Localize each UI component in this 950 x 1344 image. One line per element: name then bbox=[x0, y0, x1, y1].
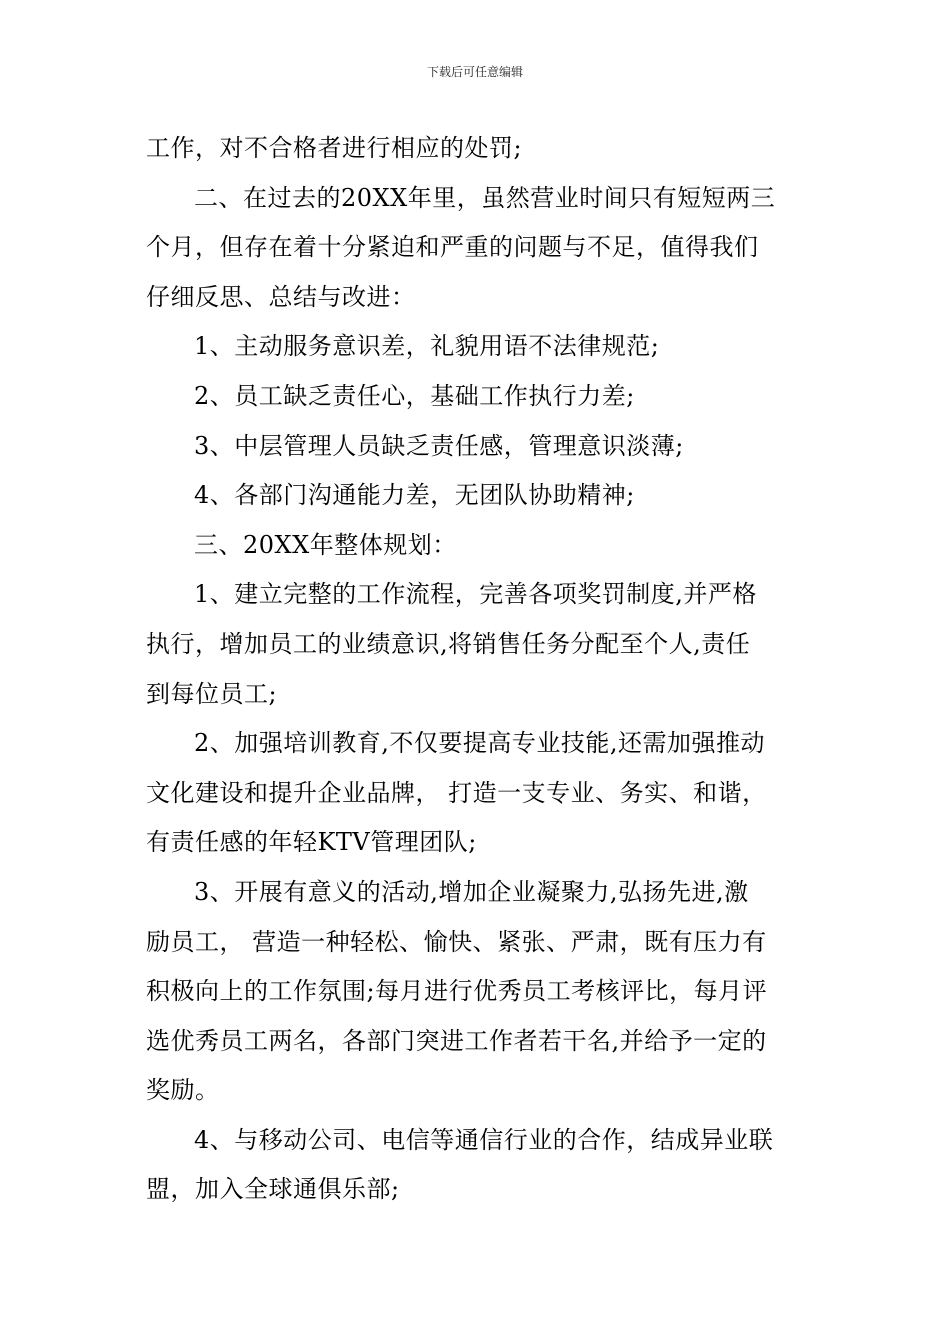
text-line: 奖励。 bbox=[146, 1076, 220, 1105]
text-line: 盟，加入全球通俱乐部; bbox=[146, 1175, 400, 1204]
text-line: 3、中层管理人员缺乏责任感，管理意识淡薄; bbox=[194, 431, 684, 460]
text-line: 励员工， 营造一种轻松、愉快、紧张、严肃，既有压力有 bbox=[146, 927, 767, 956]
text-line: 2、加强培训教育,不仅要提高专业技能,还需加强推动 bbox=[194, 729, 766, 758]
text-line: 文化建设和提升企业品牌， 打造一支专业、务实、和谐， bbox=[146, 778, 767, 807]
text-line: 三、20XX年整体规划： bbox=[194, 530, 457, 559]
text-line: 选优秀员工两名，各部门突进工作者若干名,并给予一定的 bbox=[146, 1026, 767, 1055]
text-line: 个月，但存在着十分紧迫和严重的问题与不足，值得我们 bbox=[146, 233, 759, 262]
text-line: 4、各部门沟通能力差，无团队协助精神; bbox=[194, 481, 635, 510]
text-line: 执行，增加员工的业绩意识,将销售任务分配至个人,责任 bbox=[146, 629, 751, 658]
text-line: 积极向上的工作氛围;每月进行优秀员工考核评比，每月评 bbox=[146, 977, 768, 1006]
text-line: 1、主动服务意识差，礼貌用语不法律规范; bbox=[194, 332, 660, 361]
text-line: 工作，对不合格者进行相应的处罚; bbox=[146, 134, 523, 162]
text-line: 仔细反思、总结与改进： bbox=[146, 282, 416, 311]
text-line: 有责任感的年轻KTV管理团队; bbox=[146, 828, 477, 857]
text-line: 到每位员工; bbox=[146, 679, 278, 708]
document-body bbox=[146, 124, 806, 1215]
text-line: 3、开展有意义的活动,增加企业凝聚力,弘扬先进,激 bbox=[194, 877, 749, 906]
text-line: 2、员工缺乏责任心，基础工作执行力差; bbox=[194, 381, 635, 410]
text-line: 二、在过去的20XX年里，虽然营业时间只有短短两三 bbox=[194, 183, 776, 212]
page-header: 下载后可任意编辑 bbox=[426, 65, 523, 79]
text-line: 4、与移动公司、电信等通信行业的合作，结成异业联 bbox=[194, 1125, 774, 1154]
text-line: 1、建立完整的工作流程，完善各项奖罚制度,并严格 bbox=[194, 580, 757, 609]
